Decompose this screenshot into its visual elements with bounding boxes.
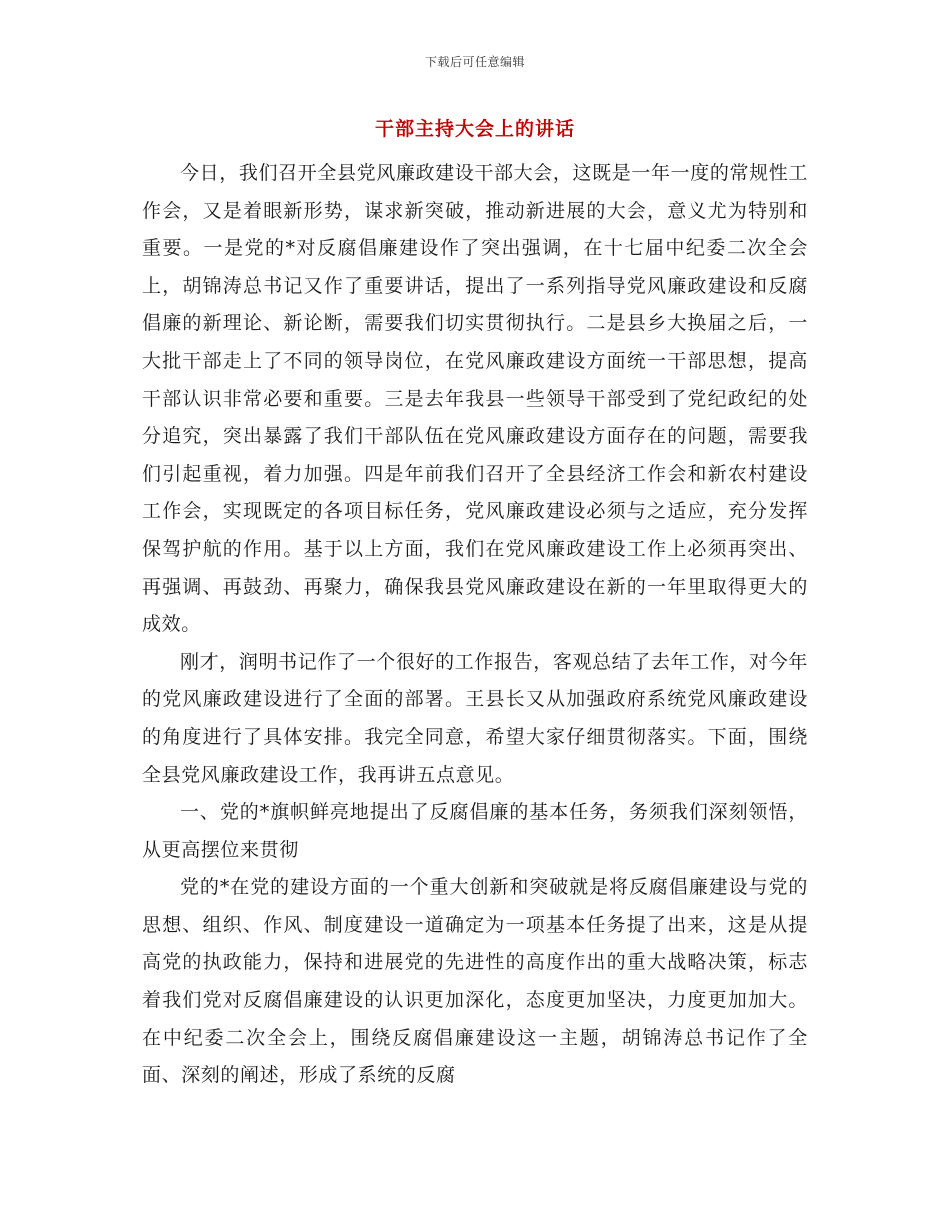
document-title: 干部主持大会上的讲话 — [374, 118, 575, 140]
paragraph-2: 刚才，润明书记作了一个很好的工作报告，客观总结了去年工作，对今年的党风廉政建设进行了全面的部署。王县长又从加强政府系统党风廉政建设的角度进行了具体安排。我完全同意，希望大家仔细贯彻落实。下面，围绕全县党风廉政建设工作，我再讲五点意见。 — [142, 650, 808, 786]
section-heading-1: 一、党的*旗帜鲜亮地提出了反腐倡廉的基本任务，务须我们深刻领悟，从更高摆位来贯彻 — [142, 801, 808, 861]
document-body — [142, 155, 808, 1095]
paragraph-1: 今日，我们召开全县党风廉政建设干部大会，这既是一年一度的常规性工作会，又是着眼新形势，谋求新突破，推动新进展的大会，意义尤为特别和重要。一是党的*对反腐倡廉建设作了突出强调，在十七届中纪委二次全会上，胡锦涛总书记又作了重要讲话，提出了一系列指导党风廉政建设和反腐倡廉的新理论、新论断，需要我们切实贯彻执行。二是县乡大换届之后，一大批干部走上了不同的领导岗位，在党风廉政建设方面统一干部思想，提高干部认识非常必要和重要。三是去年我县一些领导干部受到了党纪政纪的处分追究，突出暴露了我们干部队伍在党风廉政建设方面存在的问题，需要我们引起重视，着力加强。四是年前我们召开了全县经济工作会和新农村建设工作会，实现既定的各项目标任务，党风廉政建设必须与之适应，充分发挥保驾护航的作用。基于以上方面，我们在党风廉政建设工作上必须再突出、再强调、再鼓劲、再聚力，确保我县党风廉政建设在新的一年里取得更大的成效。 — [142, 162, 808, 636]
header-note: 下载后可任意编辑 — [424, 55, 525, 69]
paragraph-3: 党的*在党的建设方面的一个重大创新和突破就是将反腐倡廉建设与党的思想、组织、作风、制度建设一道确定为一项基本任务提了出来，这是从提高党的执政能力，保持和进展党的先进性的高度作出的重大战略决策，标志着我们党对反腐倡廉建设的认识更加深化，态度更加坚决，力度更加加大。在中纪委二次全会上，围绕反腐倡廉建设这一主题，胡锦涛总书记作了全面、深刻的阐述，形成了系统的反腐 — [142, 876, 808, 1087]
